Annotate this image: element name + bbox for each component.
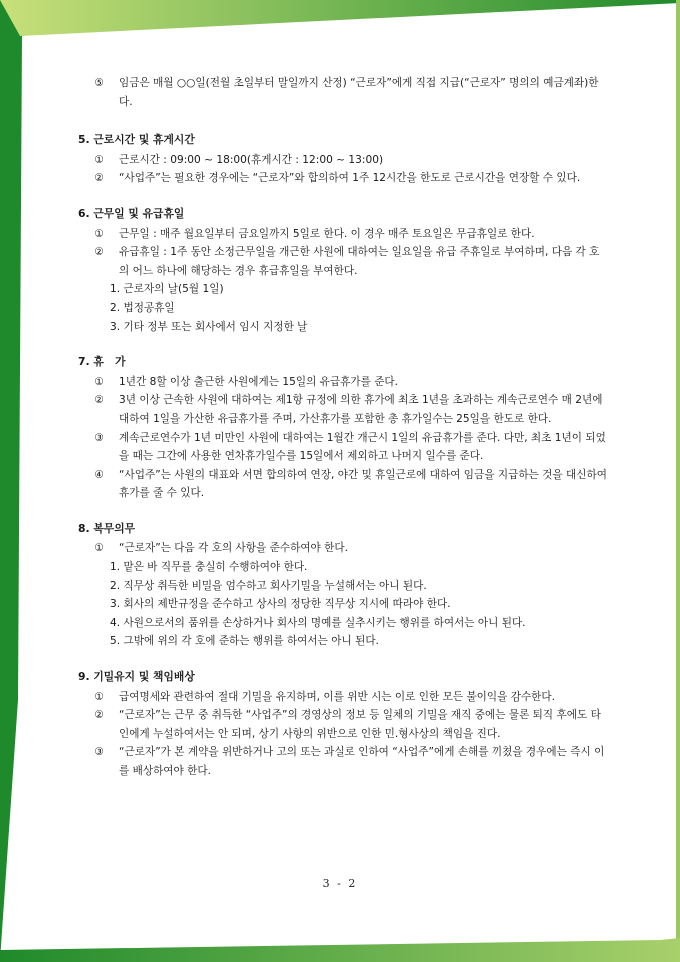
clause-text: 유급휴일 : 1주 동안 소정근무일을 개근한 사원에 대하여는 일요일을 유급 주휴일로 부여하며, 다음 각 호의 어느 하나에 해당하는 경우 휴급휴일을 부여한다.	[119, 246, 600, 277]
section-heading: 7. 휴 가	[78, 355, 126, 369]
section-heading: 9. 기밀유지 및 책임배상	[78, 670, 195, 684]
section-heading: 5. 근로시간 및 휴게시간	[78, 133, 195, 147]
clause-text: 급여명세와 관련하여 절대 기밀을 유지하며, 이를 위반 시는 이로 인한 모든 불이익을 감수한다.	[119, 690, 556, 703]
clause-item	[88, 429, 608, 466]
sub-clause: 1. 근로자의 날(5월 1일)	[110, 283, 224, 296]
clause-item	[88, 743, 608, 780]
clause-text: “사업주”는 필요한 경우에는 “근로자”와 합의하여 1주 12시간을 한도로 근로시간을 연장할 수 있다.	[119, 172, 581, 185]
clause-text: 근로시간 : 09:00 ~ 18:00(휴게시간 : 12:00 ~ 13:00)	[119, 153, 384, 166]
clause-item	[88, 169, 608, 188]
sub-clause: 2. 법정공휴일	[110, 301, 175, 314]
clause-number: ④	[94, 468, 104, 481]
clause-text: “근로자”는 근무 중 취득한 “사업주”의 경영상의 정보 등 일체의 기밀을 재직 중에는 물론 퇴직 후에도 타인에게 누설하여서는 안 되며, 상기 사항의 위반으로 인한 민.형사상의 책임을 진다.	[119, 709, 601, 740]
clause-number: ②	[94, 394, 104, 407]
clause-text: 임금은 매월 ○○일(전월 초일부터 말일까지 산정) “근로자”에게 직접 지급(“근로자” 명의의 예금계좌)한다.	[119, 77, 599, 108]
clause-number: ①	[94, 375, 104, 388]
clause-text: 근무일 : 매주 월요일부터 금요일까지 5일로 한다. 이 경우 매주 토요일은 무급휴일로 한다.	[119, 227, 535, 240]
clause-number: ②	[94, 709, 104, 722]
clause-text: 계속근로연수가 1년 미만인 사원에 대하여는 1월간 개근시 1일의 유급휴가를 준다. 다만, 최초 1년이 되었을 때는 그간에 사용한 연차휴가일수를 15일에서 제외하고 나머지 일수를 준다.	[119, 431, 606, 463]
clause-number: ①	[94, 227, 104, 240]
clause-number: ②	[94, 246, 104, 259]
sub-clause: 2. 직무상 취득한 비밀을 엄수하고 회사기밀을 누설해서는 아니 된다.	[110, 579, 427, 592]
clause-text: 3년 이상 근속한 사원에 대하여는 제1항 규정에 의한 휴가에 최초 1년을 초과하는 계속근로연수 매 2년에 대하여 1일을 가산한 유급휴가를 주며, 가산휴가를 포함한 총 휴가일수는 25일을 한도로 한다.	[119, 394, 603, 425]
clause-number: ①	[94, 542, 104, 555]
sub-clause: 5. 그밖에 위의 각 호에 준하는 행위를 하여서는 아니 된다.	[110, 635, 379, 648]
clause-text: “근로자”는 다음 각 호의 사항을 준수하여야 한다.	[119, 542, 348, 555]
section-heading: 6. 근무일 및 유급휴일	[78, 206, 185, 220]
page-number: 3 - 2	[322, 877, 358, 890]
bottom-green-band	[0, 938, 680, 962]
clause-number: ③	[94, 431, 104, 444]
clause-text: “사업주”는 사원의 대표와 서면 합의하여 연장, 야간 및 휴일근로에 대하여 임금을 지급하는 것을 대신하여 휴가를 줄 수 있다.	[119, 468, 607, 500]
contract-body	[78, 74, 608, 781]
clause-item	[88, 225, 608, 244]
clause-item	[88, 391, 608, 428]
sub-clause: 1. 맡은 바 직무를 충실히 수행하여야 한다.	[110, 561, 308, 574]
clause-number: ⑤	[94, 77, 104, 89]
sub-clause: 4. 사원으로서의 품위를 손상하거나 회사의 명예를 실추시키는 행위를 하여서는 아니 된다.	[110, 616, 526, 629]
sub-clause: 3. 회사의 제반규정을 준수하고 상사의 정당한 직무상 지시에 따라야 한다.	[110, 598, 451, 611]
sub-clause: 3. 기타 정부 또는 회사에서 임시 지정한 날	[110, 320, 308, 333]
clause-item	[88, 706, 608, 743]
clause-text: 1년간 8할 이상 출근한 사원에게는 15일의 유급휴가를 준다.	[119, 375, 399, 388]
clause-item	[88, 74, 608, 111]
clause-item	[88, 688, 608, 707]
top-green-band	[0, 0, 680, 36]
section-heading: 8. 복무의무	[78, 521, 136, 535]
clause-text: “근로자”가 본 계약을 위반하거나 고의 또는 과실로 인하여 “사업주”에게 손해를 끼쳤을 경우에는 즉시 이를 배상하여야 한다.	[119, 746, 605, 777]
clause-item	[88, 466, 608, 503]
clause-item	[88, 243, 608, 280]
clause-number: ③	[94, 746, 104, 759]
clause-item	[88, 539, 608, 558]
right-green-edge	[676, 0, 680, 962]
clause-number: ①	[94, 153, 104, 166]
clause-item	[88, 373, 608, 392]
clause-number: ①	[94, 690, 104, 703]
clause-item	[88, 151, 608, 170]
clause-number: ②	[94, 172, 104, 185]
